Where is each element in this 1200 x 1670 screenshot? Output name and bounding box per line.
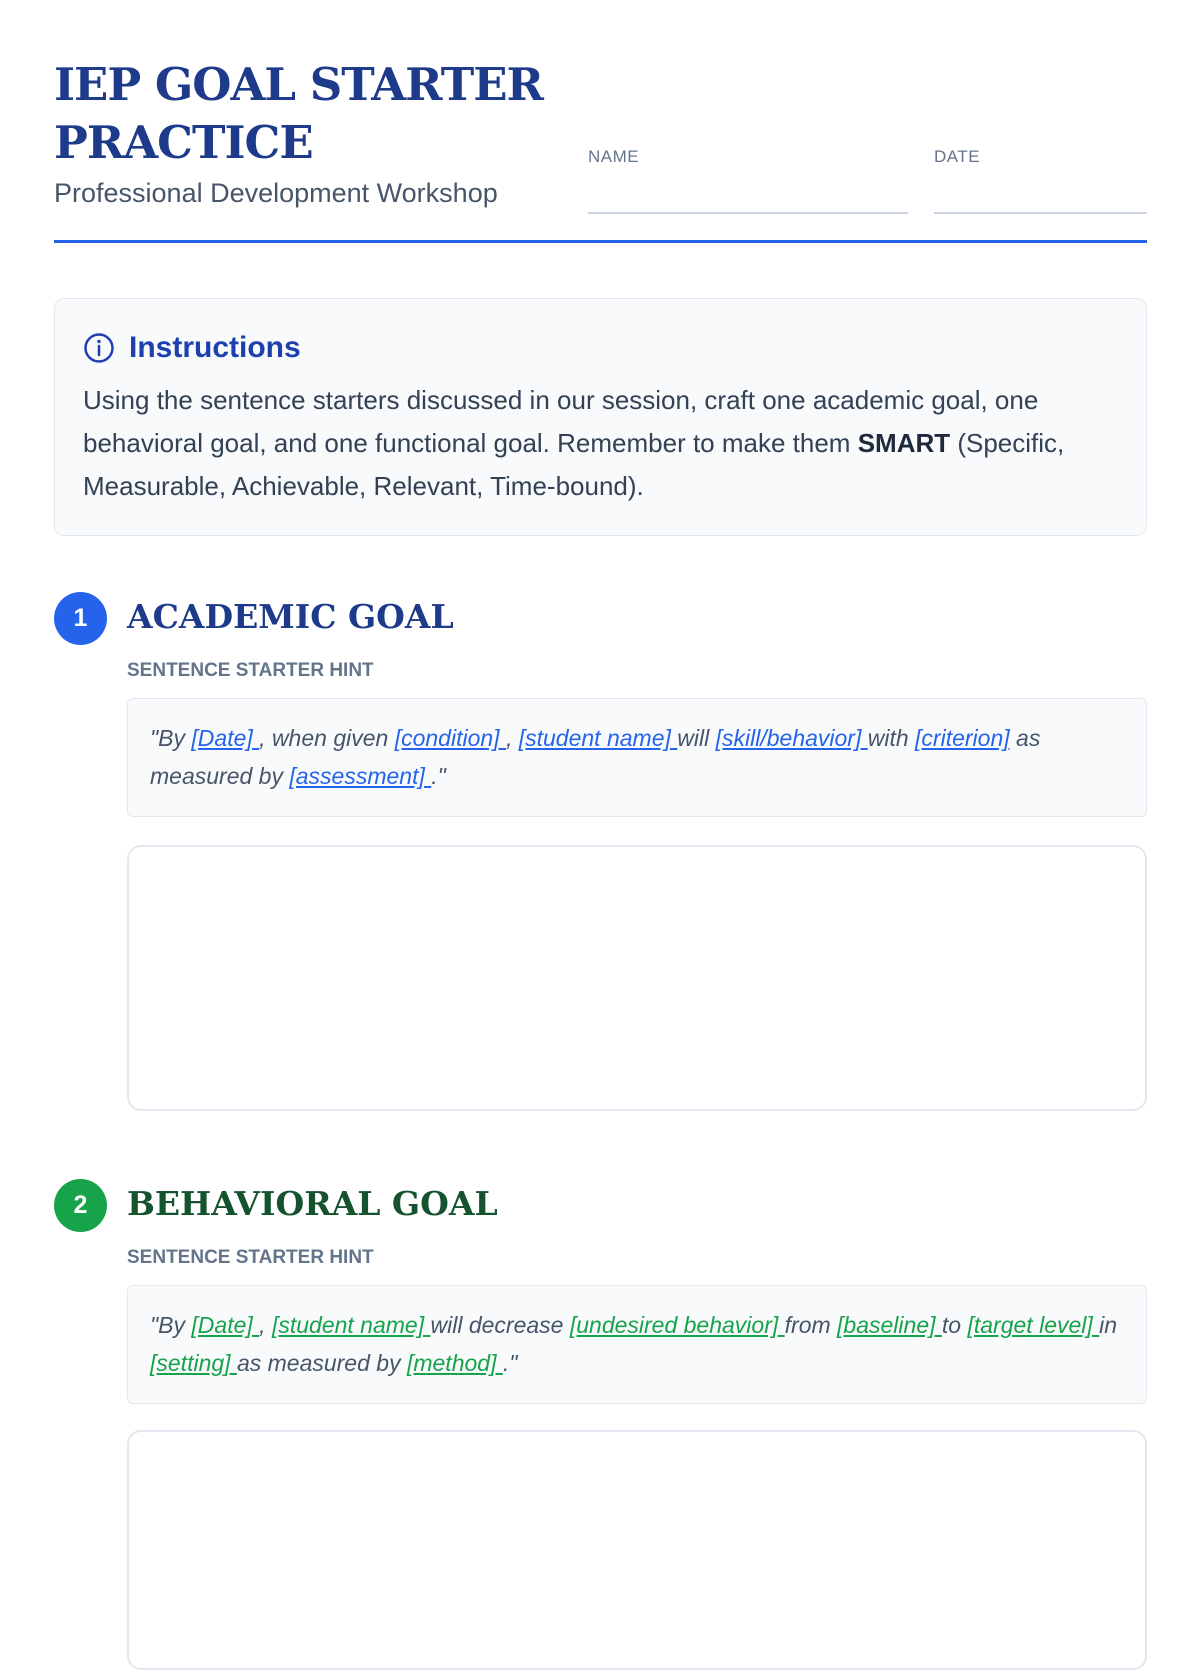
hint-placeholder-student-name: [student name] — [518, 725, 678, 751]
hint-text: ." — [431, 763, 446, 789]
hint-text: ." — [502, 1350, 518, 1376]
hint-text: as measured by — [236, 1350, 407, 1376]
instructions-heading — [83, 331, 301, 365]
hint-text: "By — [150, 1312, 192, 1338]
hint-text: to — [941, 1312, 968, 1338]
worksheet-page — [54, 0, 1147, 1376]
hint-placeholder-student-name: [student name] — [271, 1312, 431, 1338]
instructions-text — [83, 379, 1118, 508]
behavioral-goal-response-box[interactable] — [127, 1430, 1147, 1670]
hint-text: "By — [150, 725, 192, 751]
hint-text: , — [505, 725, 519, 751]
hint-placeholder-target-level: [target level] — [967, 1312, 1100, 1338]
instructions-box — [54, 298, 1147, 536]
hint-text: in — [1099, 1312, 1118, 1338]
hint-text: , when given — [259, 725, 395, 751]
smart-emphasis: SMART — [857, 428, 951, 458]
name-line[interactable] — [588, 212, 908, 214]
hint-placeholder-condition: [condition] — [394, 725, 506, 751]
date-line[interactable] — [934, 212, 1147, 214]
worksheet-header — [54, 0, 1147, 244]
hint-placeholder-skill: [skill/behavior] — [715, 725, 868, 751]
hint-placeholder-baseline: [baseline] — [837, 1312, 942, 1338]
goal-title: BEHAVIORAL GOAL — [127, 1184, 498, 1223]
page-title: IEP GOAL STARTER PRACTICE — [54, 58, 543, 169]
name-field[interactable] — [588, 147, 639, 167]
hint-label: SENTENCE STARTER HINT — [127, 1247, 374, 1268]
academic-goal-response-box[interactable] — [127, 845, 1147, 1111]
instructions-text-part: Using the sentence starters discussed in our session, craft one academic goal, one behavioral goal, and one functional goal. Remember to make them — [83, 385, 1039, 458]
hint-placeholder-assessment: [assessment] — [289, 763, 432, 789]
hint-text: will — [677, 725, 716, 751]
goal-number-badge: 2 — [54, 1179, 107, 1232]
hint-placeholder-criterion: [criterion] — [915, 725, 1010, 751]
goal-title: ACADEMIC GOAL — [127, 597, 454, 636]
hint-placeholder-method: [method] — [406, 1350, 503, 1376]
hint-placeholder-undesired-behavior: [undesired behavior] — [569, 1312, 785, 1338]
instructions-text-part: (Specific, Measurable, Achievable, Relevant, Time-bound). — [83, 428, 1065, 501]
sentence-starter-hint — [127, 1285, 1147, 1404]
date-field[interactable] — [934, 147, 980, 167]
hint-text: as measured by — [150, 725, 1041, 789]
hint-placeholder-date: [Date] — [191, 1312, 260, 1338]
hint-placeholder-date: [Date] — [191, 725, 260, 751]
hint-label: SENTENCE STARTER HINT — [127, 660, 374, 681]
hint-text: with — [867, 725, 916, 751]
date-label: DATE — [934, 147, 981, 166]
instructions-title: Instructions — [129, 331, 301, 364]
header-divider — [54, 240, 1147, 243]
hint-text: will decrease — [430, 1312, 570, 1338]
info-circle-icon — [83, 332, 115, 364]
sentence-starter-hint — [127, 698, 1147, 817]
goal-number-badge: 1 — [54, 592, 107, 645]
name-label: NAME — [588, 147, 640, 166]
hint-text: , — [259, 1312, 272, 1338]
hint-text: from — [784, 1312, 838, 1338]
hint-placeholder-setting: [setting] — [150, 1350, 237, 1376]
page-subtitle: Professional Development Workshop — [54, 178, 498, 208]
